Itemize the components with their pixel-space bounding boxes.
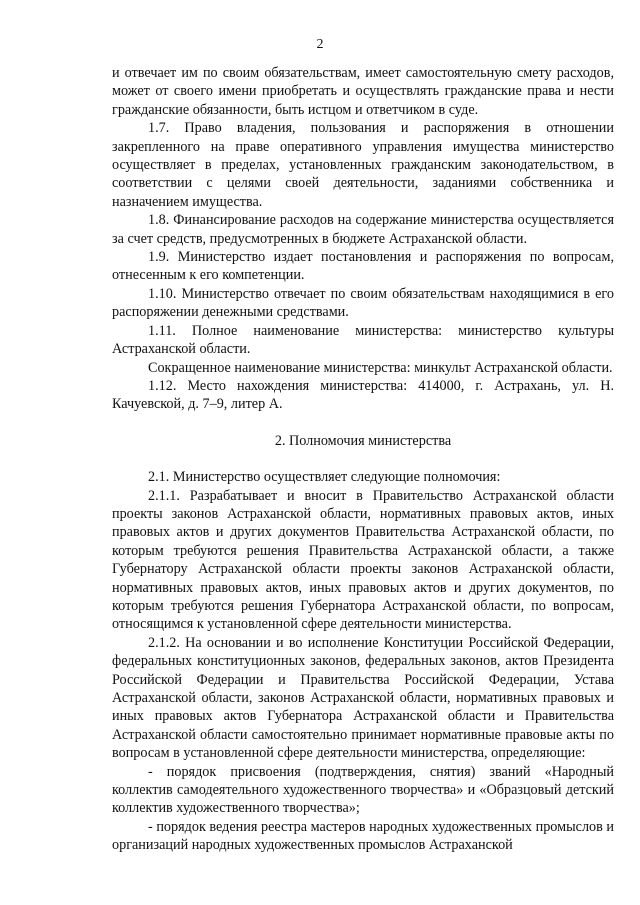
paragraph-continuation: и отвечает им по своим обязательствам, имеет самостоятельную смету расходов, может от своего имени приобретать и осуществлять гражданские права и нести гражданские обязанности, быть истцом и ответчиком в суде.: [112, 65, 614, 118]
paragraph-1-12: 1.12. Место нахождения министерства: 414000, г. Астрахань, ул. Н. Качуевской, д. 7–9, литер А.: [112, 377, 614, 413]
paragraph-1-11: 1.11. Полное наименование министерства: министерство культуры Астраханской области.: [112, 322, 614, 358]
list-item: - порядок присвоения (подтверждения, снятия) званий «Народный коллектив самодеятельного художественного творчества» и «Образцовый детский коллектив художественного творчества»;: [112, 763, 614, 817]
document-body: [112, 64, 614, 855]
section-heading: 2. Полномочия министерства: [274, 432, 452, 449]
paragraph-1-9: 1.9. Министерство издает постановления и распоряжения по вопросам, отнесенным к его компетенции.: [112, 249, 614, 284]
paragraph-2-1-1: 2.1.1. Разрабатывает и вносит в Правительство Астраханской области проекты законов Астраханской области, нормативных правовых актов, иных правовых актов и других документов Правительства Астраханской области, по которым требуются решения Правительства Астраханской области, а также Губернатору Астраханской области проекты законов Астраханской области, нормативных правовых актов, иных правовых актов и других документов, по которым требуются решения Губернатора Астраханской области, по вопросам, относящимся к установленной сфере деятельности министерства.: [112, 487, 614, 633]
page-number: 2: [316, 37, 324, 52]
paragraph-1-7: 1.7. Право владения, пользования и распоряжения в отношении закрепленного на праве оперативного управления имущества министерство осуществляет в пределах, установленных гражданским законодательством, в соответствии с целями своей деятельности, заданиями собственника и назначением имущества.: [112, 120, 614, 210]
paragraph-1-8: 1.8. Финансирование расходов на содержание министерства осуществляется за счет средств, предусмотренных в бюджете Астраханской области.: [112, 212, 614, 247]
paragraph-2-1: 2.1. Министерство осуществляет следующие полномочия:: [148, 469, 501, 486]
list-item: - порядок ведения реестра мастеров народных художественных промыслов и организаций народных художественных промыслов Астраханской: [112, 818, 614, 854]
paragraph-short-name: Сокращенное наименование министерства: минкульт Астраханской области.: [148, 359, 613, 376]
paragraph-1-10: 1.10. Министерство отвечает по своим обязательствам находящимися в его распоряжении денежными средствами.: [112, 285, 614, 321]
paragraph-2-1-2: 2.1.2. На основании и во исполнение Конституции Российской Федерации, федеральных конституционных законов, федеральных законов, актов Президента Российской Федерации и Правительства Российской Федерации, Устава Астраханской области, законов Астраханской области, нормативных правовых и иных правовых актов Губернатора Астраханской области и Правительства Астраханской области самостоятельно принимает нормативные правовые акты по вопросам в установленной сфере деятельности министерства, определяющие:: [112, 634, 614, 762]
